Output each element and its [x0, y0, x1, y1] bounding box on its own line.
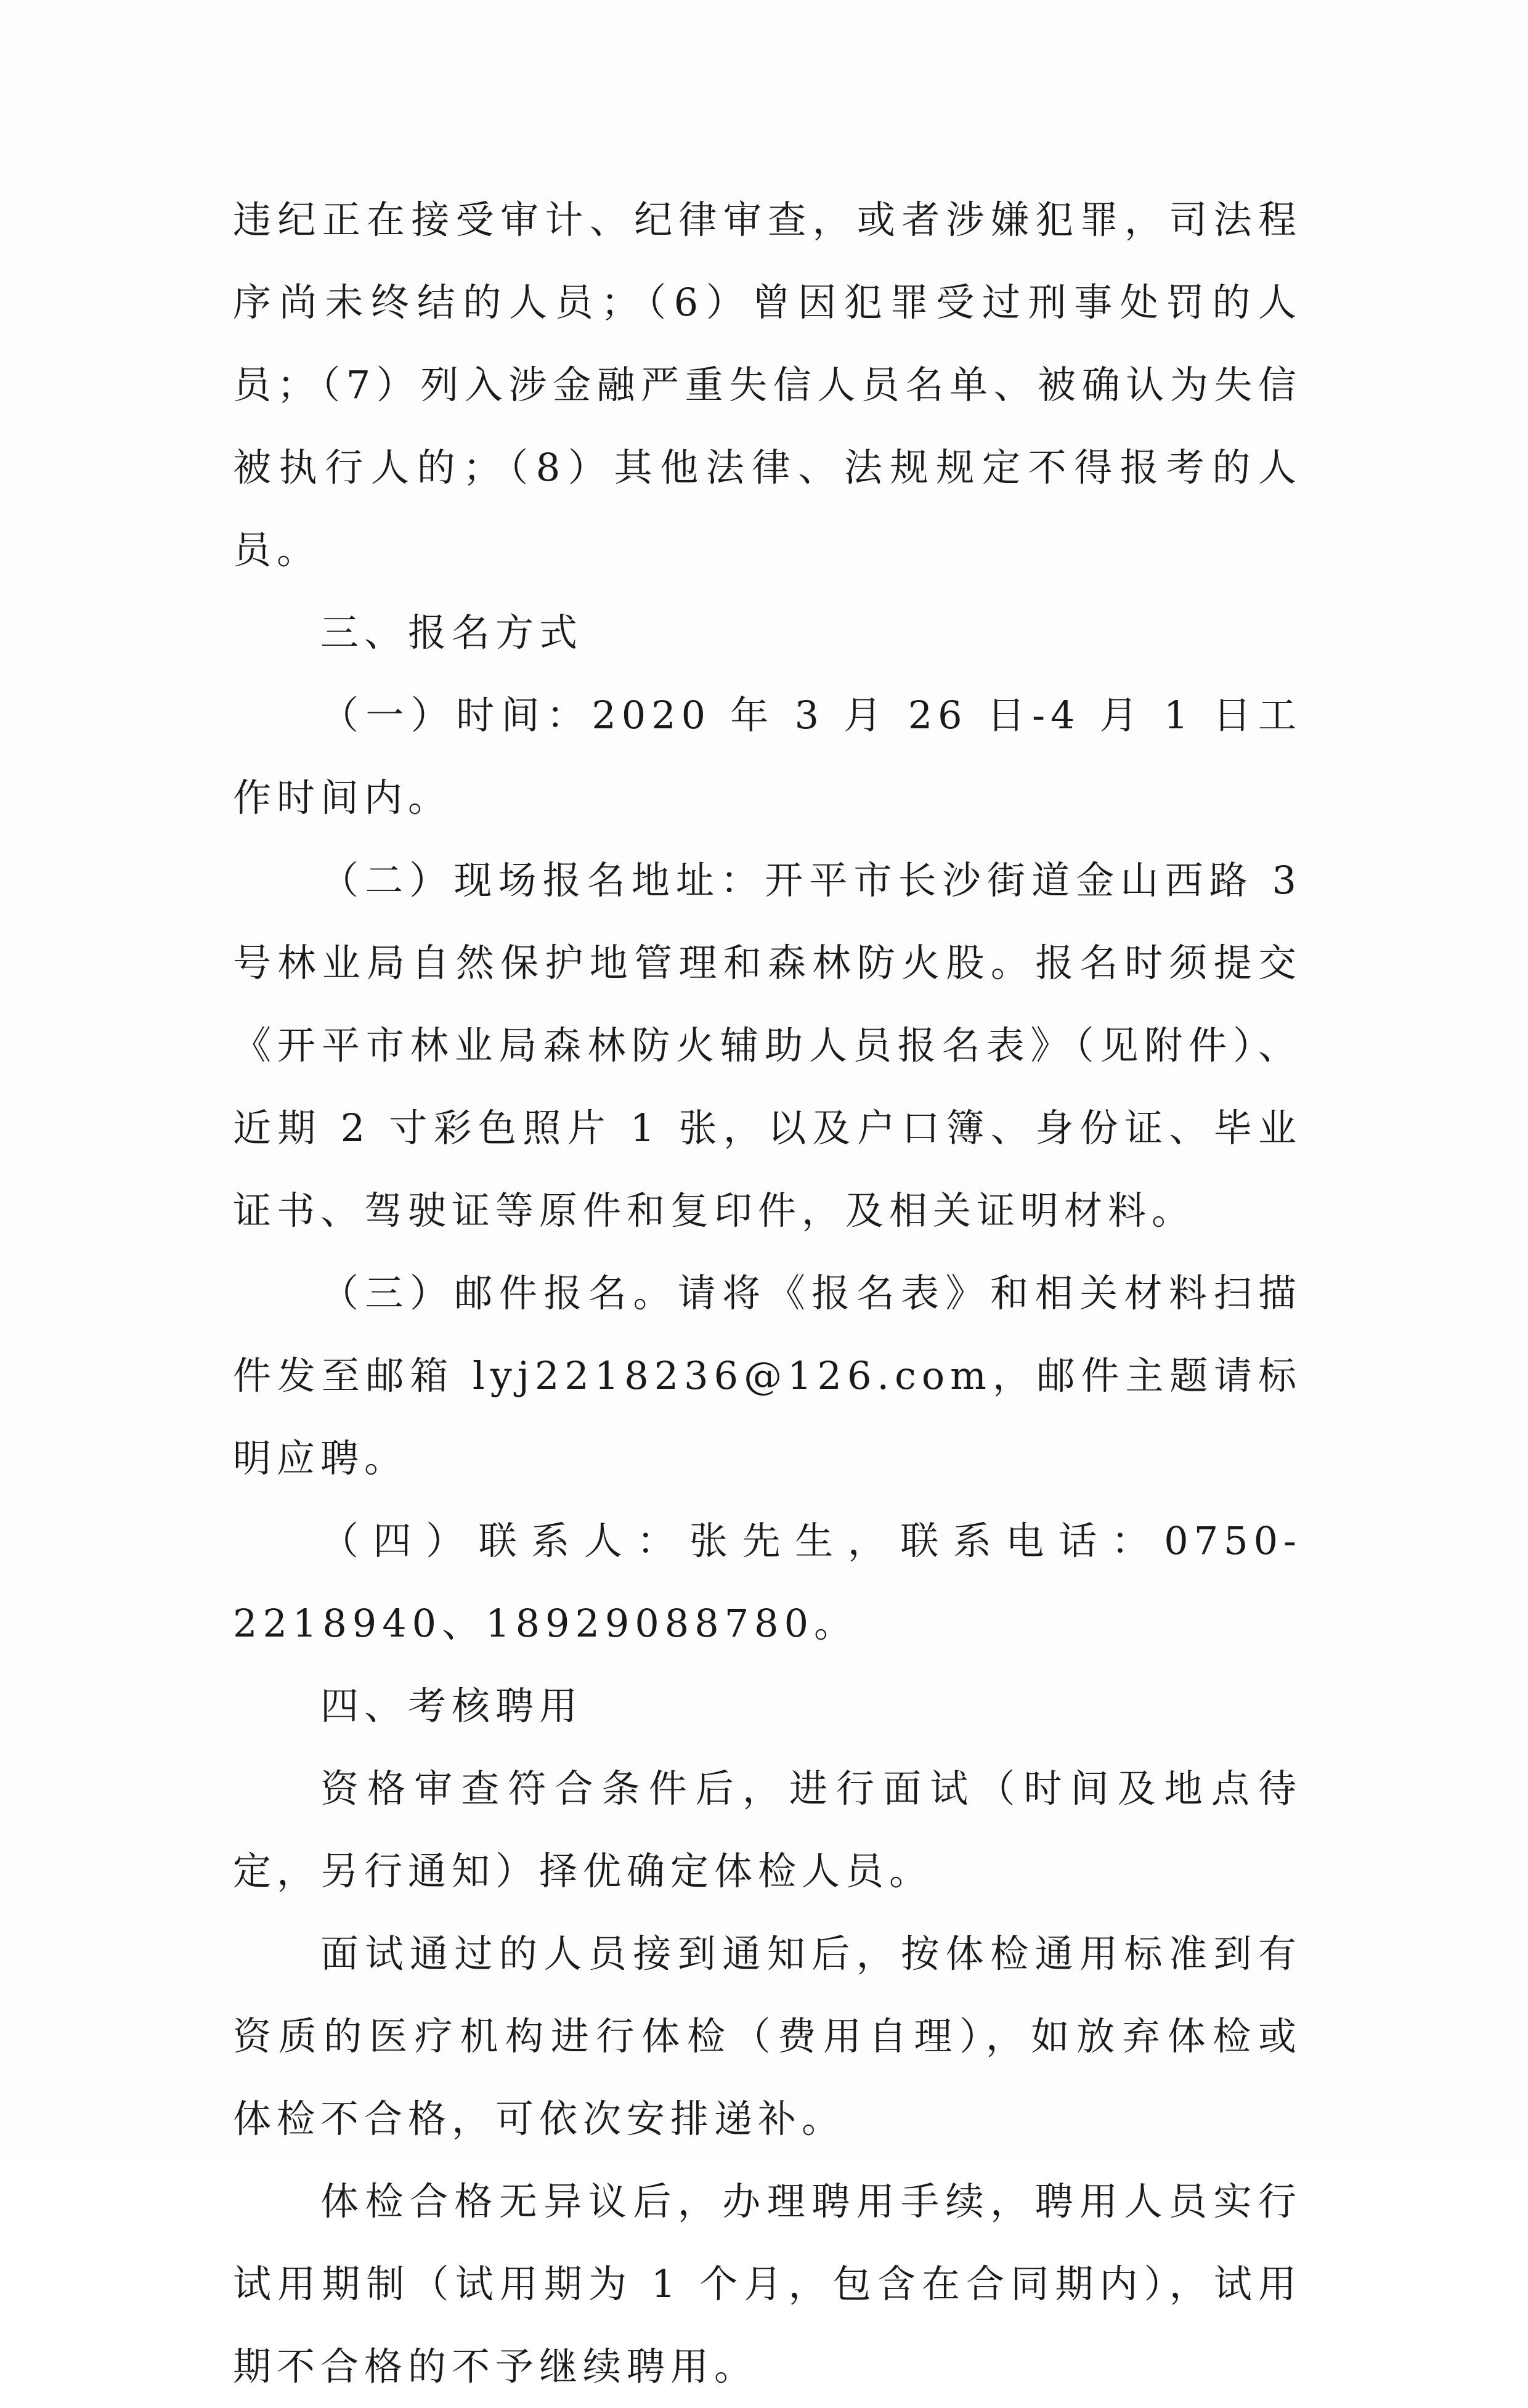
paragraph-contact: （四）联系人：张先生，联系电话：0750-2218940、18929088780。	[233, 1518, 1302, 1646]
paragraph-registration-time: （一）时间：2020 年 3 月 26 日-4 月 1 日工作时间内。	[233, 693, 1302, 820]
paragraph-onsite-registration: （二）现场报名地址：开平市长沙街道金山西路 3 号林业局自然保护地管理和森林防火股。报名时须提交《开平市林业局森林防火辅助人员报名表》（见附件）、近期 2 寸彩色照片 1 张，以及户口簿、身份证、毕业证书、驾驶证等原件和复印件，及相关证明材料。	[233, 858, 1302, 1233]
heading-registration-method: 三、报名方式	[320, 610, 583, 655]
paragraph-disqualifications: 违纪正在接受审计、纪律审查，或者涉嫌犯罪，司法程序尚未终结的人员；（6）曾因犯罪受过刑事处罚的人员；（7）列入涉金融严重失信人员名单、被确认为失信被执行人的；（8）其他法律、法规规定不得报考的人员。	[233, 197, 1302, 572]
paragraph-interview: 资格审查符合条件后，进行面试（时间及地点待定，另行通知）择优确定体检人员。	[233, 1766, 1302, 1893]
paragraph-email-registration: （三）邮件报名。请将《报名表》和相关材料扫描件发至邮箱 lyj2218236@126.com，邮件主题请标明应聘。	[233, 1271, 1302, 1481]
document-body	[233, 179, 1302, 2408]
heading-assessment-hiring: 四、考核聘用	[320, 1683, 583, 1728]
paragraph-probation: 体检合格无异议后，办理聘用手续，聘用人员实行试用期制（试用期为 1 个月，包含在合同期内），试用期不合格的不予继续聘用。	[233, 2179, 1302, 2389]
paragraph-medical-exam: 面试通过的人员接到通知后，按体检通用标准到有资质的医疗机构进行体检（费用自理），如放弃体检或体检不合格，可依次安排递补。	[233, 1931, 1302, 2141]
